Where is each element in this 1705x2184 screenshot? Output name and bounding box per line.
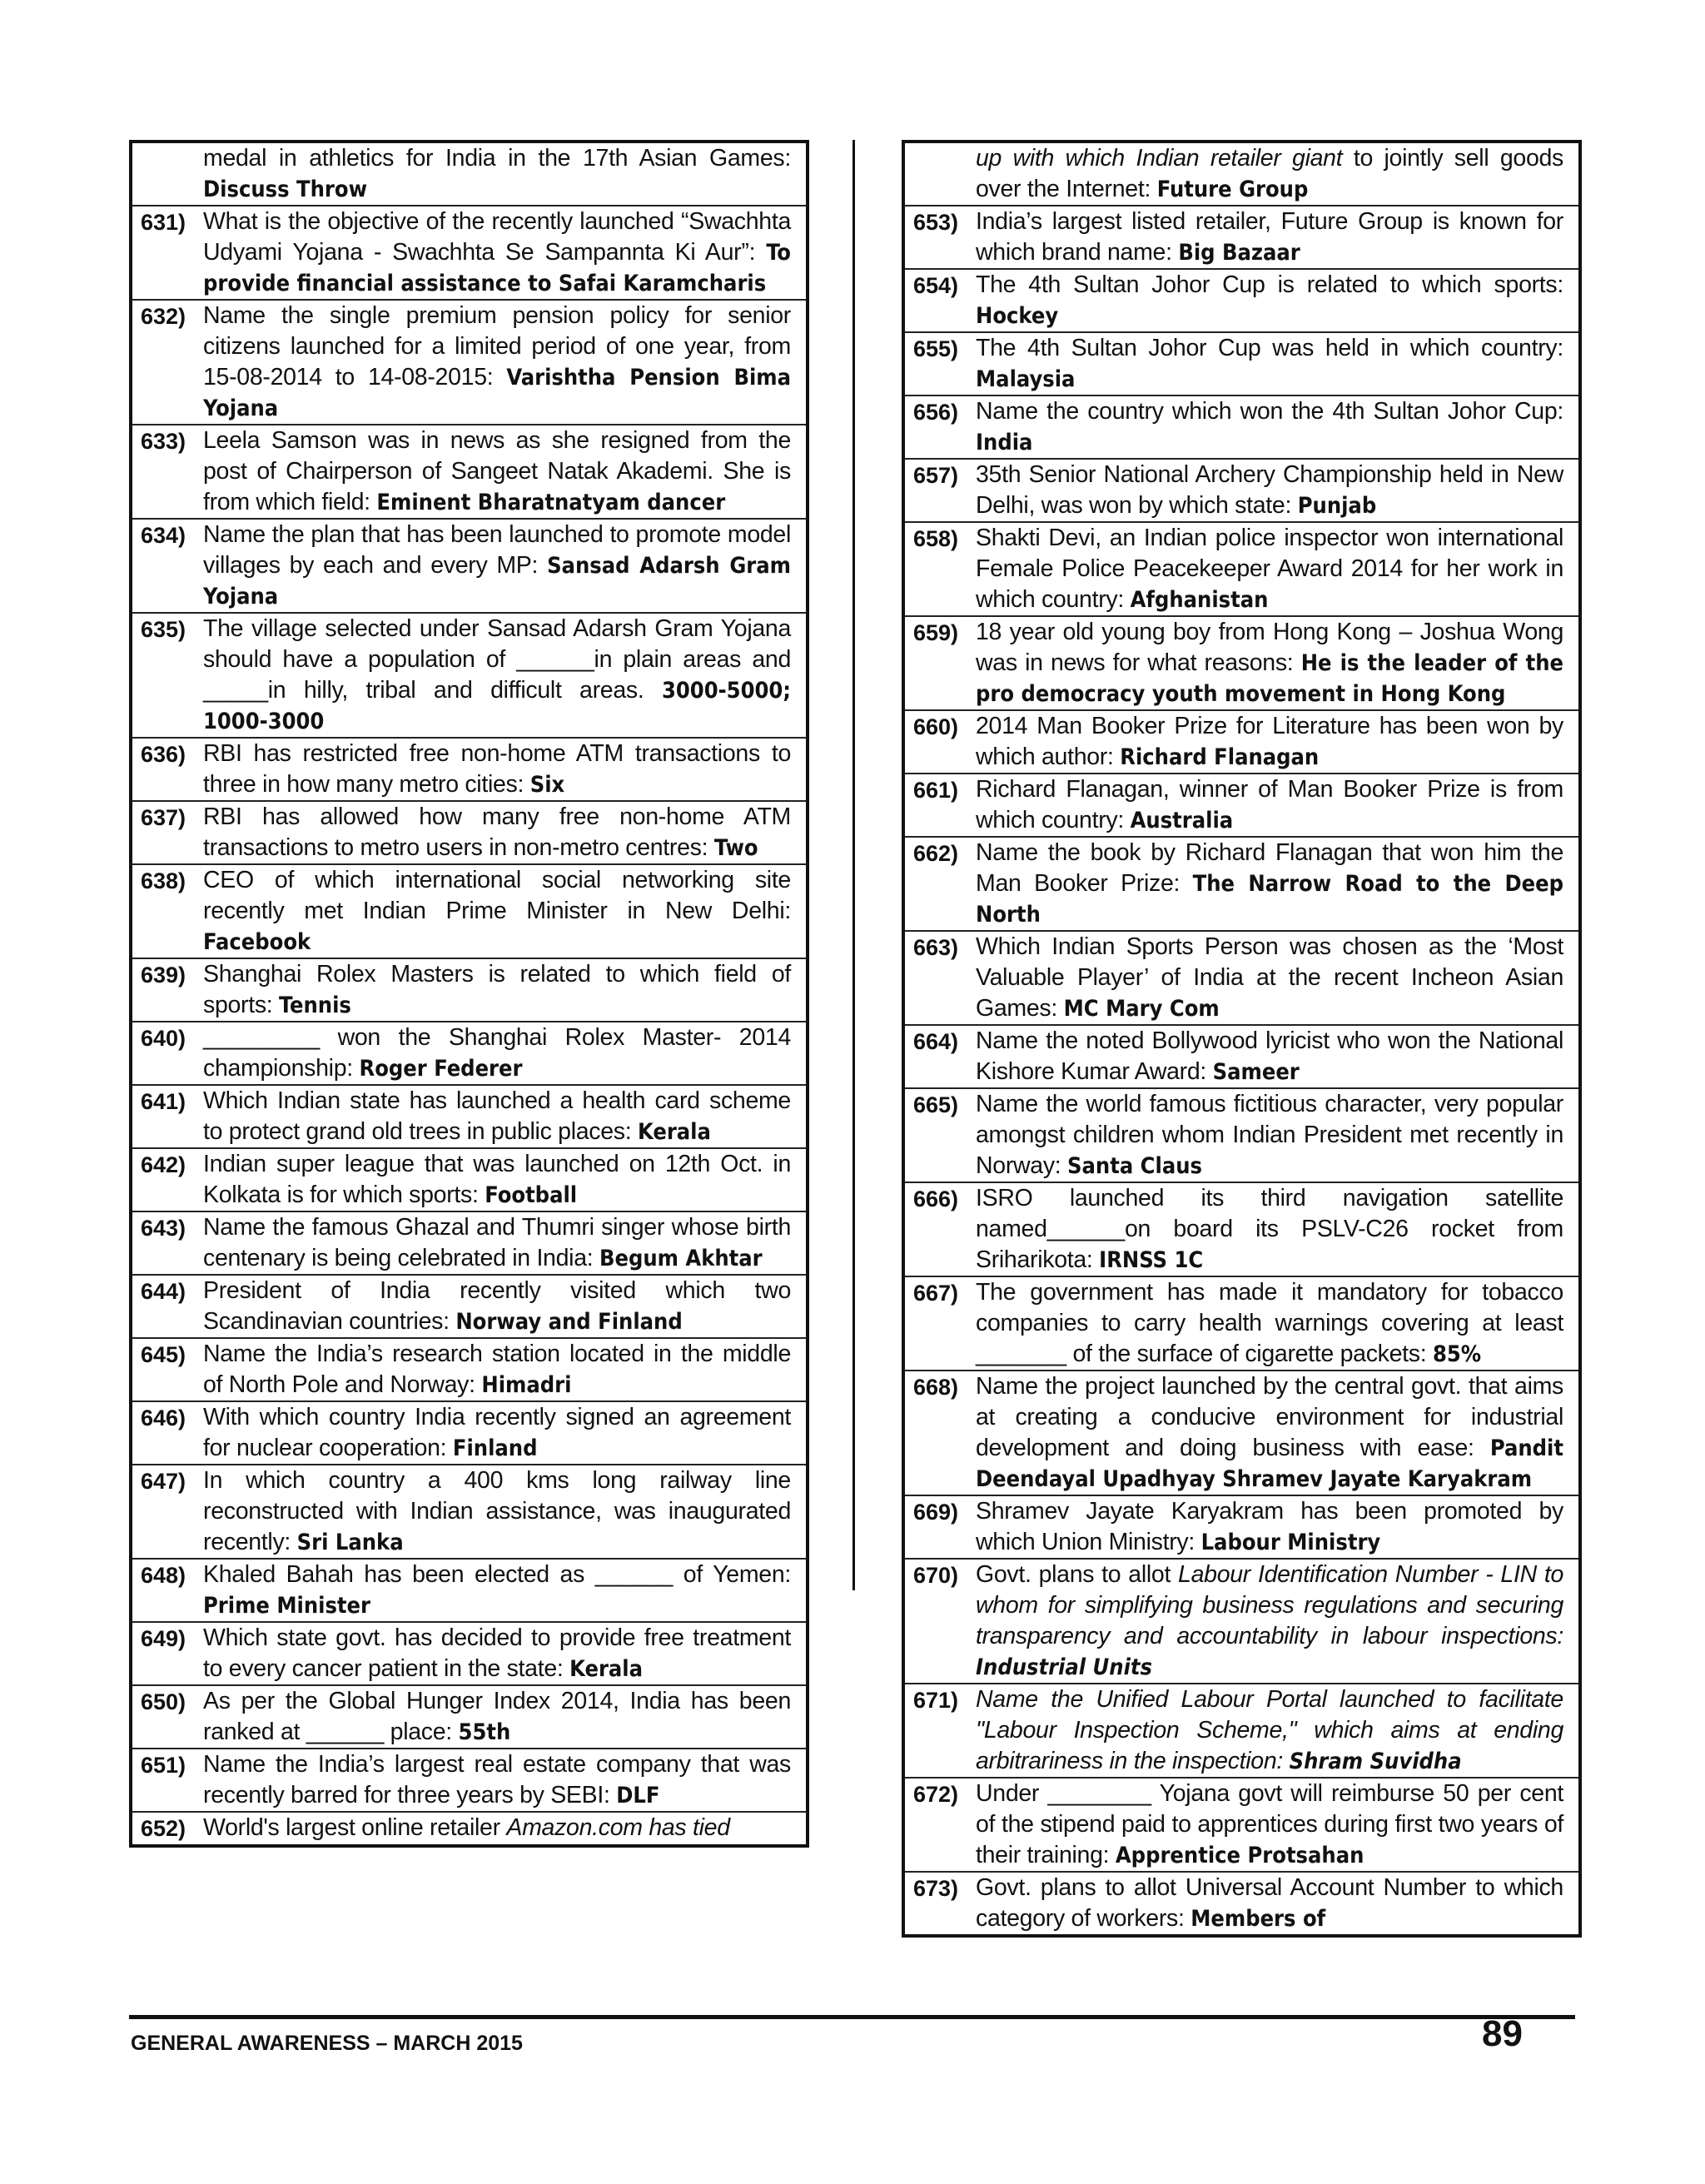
answer-text: Varishtha Pension Bima Yojana bbox=[203, 365, 791, 421]
question-text bbox=[976, 1684, 1563, 1777]
question-number: 671) bbox=[913, 1688, 959, 1713]
question-text bbox=[203, 614, 791, 737]
answer-text: IRNSS 1C bbox=[1099, 1247, 1204, 1273]
question-number: 656) bbox=[913, 400, 959, 425]
answer-text: 3000-5000; 1000-3000 bbox=[203, 678, 791, 734]
answer-text: Kerala bbox=[569, 1656, 644, 1682]
question-text bbox=[203, 425, 791, 518]
question-text bbox=[203, 1212, 791, 1274]
question-row bbox=[905, 460, 1578, 523]
question-text bbox=[203, 1022, 791, 1084]
question-row bbox=[132, 739, 806, 802]
question-prompt: Name the single premium pension policy for senior citizens launched for a limited period of one year, from 15-08-2014 to 14-08-2015: bbox=[203, 302, 791, 391]
question-number: 649) bbox=[141, 1626, 186, 1651]
question-text bbox=[976, 270, 1563, 331]
question-prompt: Leela Samson was in news as she resigned from the post of Chairperson of Sangeet Natak Akademi. She is from which field: bbox=[203, 427, 791, 515]
question-text bbox=[976, 1873, 1563, 1934]
question-text bbox=[203, 1686, 791, 1748]
question-number: 645) bbox=[141, 1342, 186, 1367]
answer-text: Malaysia bbox=[976, 366, 1076, 392]
answer-text: Big Bazaar bbox=[1178, 240, 1300, 266]
question-number: 634) bbox=[141, 523, 186, 548]
question-text bbox=[203, 739, 791, 800]
question-number: 664) bbox=[913, 1029, 959, 1054]
question-text bbox=[976, 333, 1563, 395]
question-prompt: The 4th Sultan Johor Cup was held in which country: bbox=[976, 335, 1563, 361]
answer-text: DLF bbox=[616, 1783, 660, 1808]
question-row bbox=[905, 206, 1578, 270]
question-number: 650) bbox=[141, 1689, 186, 1714]
question-number: 637) bbox=[141, 805, 186, 830]
answer-text: Pandit Deendayal Upadhyay Shramev Jayate Karyakram bbox=[976, 1435, 1563, 1492]
answer-text: Himadri bbox=[481, 1372, 572, 1398]
answer-text: Richard Flanagan bbox=[1120, 744, 1320, 770]
answer-text: Sri Lanka bbox=[296, 1530, 404, 1555]
question-text bbox=[976, 711, 1563, 773]
question-number: 640) bbox=[141, 1026, 186, 1051]
answer-text: 85% bbox=[1432, 1341, 1482, 1367]
answer-text: Six bbox=[529, 772, 565, 798]
question-number: 667) bbox=[913, 1281, 959, 1306]
question-row bbox=[132, 802, 806, 865]
question-number: 641) bbox=[141, 1089, 186, 1114]
answer-text: Afghanistan bbox=[1130, 587, 1269, 613]
question-prompt-italic: Name the Unified Labour Portal launched to facilitate "Labour Inspection Scheme," which aims at ending arbitrariness in the inspection: bbox=[976, 1686, 1563, 1774]
question-text bbox=[976, 460, 1563, 521]
column-divider bbox=[852, 140, 855, 1590]
question-prompt: Name the plan that has been launched to promote model villages by each and every MP: bbox=[203, 521, 791, 579]
question-prompt: _________ won the Shanghai Rolex Master- 2014 championship: bbox=[203, 1024, 791, 1082]
question-text bbox=[203, 1276, 791, 1337]
question-prompt: to jointly sell goods over the Internet: bbox=[976, 145, 1564, 202]
question-number: 673) bbox=[913, 1876, 959, 1901]
question-text bbox=[976, 1560, 1563, 1683]
question-row bbox=[905, 1026, 1578, 1089]
question-prompt: 2014 Man Booker Prize for Literature has been won by which author: bbox=[976, 713, 1563, 770]
question-number: 672) bbox=[913, 1782, 959, 1807]
question-row bbox=[905, 1779, 1578, 1873]
question-prompt: Which Indian Sports Person was chosen as the ‘Most Valuable Player’ of India at the recent Incheon Asian Games: bbox=[976, 933, 1563, 1022]
answer-text: Australia bbox=[1130, 808, 1234, 833]
question-text bbox=[203, 1339, 791, 1400]
question-number: 638) bbox=[141, 868, 186, 893]
right-question-column bbox=[902, 140, 1582, 1938]
question-number: 661) bbox=[913, 778, 959, 803]
question-prompt: President of India recently visited which two Scandinavian countries: bbox=[203, 1277, 791, 1335]
question-number: 633) bbox=[141, 429, 186, 454]
question-text bbox=[203, 1749, 791, 1811]
question-text bbox=[976, 932, 1563, 1024]
question-text bbox=[203, 1402, 791, 1464]
question-number: 639) bbox=[141, 963, 186, 988]
question-number: 663) bbox=[913, 935, 959, 960]
question-row bbox=[905, 617, 1578, 711]
question-prompt: 18 year old young boy from Hong Kong – Joshua Wong was in news for what reasons: bbox=[976, 619, 1563, 676]
question-row bbox=[132, 1402, 806, 1465]
question-prompt: Under ________ Yojana govt will reimburse 50 per cent of the stipend paid to apprentices during first two years of their training: bbox=[976, 1780, 1563, 1868]
answer-text: The Narrow Road to the Deep North bbox=[976, 871, 1563, 928]
answer-text: Labour Ministry bbox=[1200, 1530, 1381, 1555]
question-prompt: The government has made it mandatory for tobacco companies to carry health warnings covering at least _______ of the surface of cigarette packets: bbox=[976, 1279, 1563, 1367]
question-number: 670) bbox=[913, 1563, 959, 1588]
question-prompt: Shakti Devi, an Indian police inspector won international Female Police Peacekeeper Award 2014 for her work in which country: bbox=[976, 525, 1563, 613]
question-prompt: Khaled Bahah has been elected as ______ of Yemen: bbox=[203, 1561, 791, 1588]
question-row bbox=[132, 865, 806, 959]
question-row bbox=[905, 333, 1578, 396]
answer-text: Apprentice Protsahan bbox=[1115, 1843, 1364, 1868]
question-number: 654) bbox=[913, 273, 959, 298]
question-prompt: Name the country which won the 4th Sultan Johor Cup: bbox=[976, 398, 1563, 425]
question-number: 642) bbox=[141, 1152, 186, 1177]
answer-text: Facebook bbox=[203, 929, 311, 955]
question-row bbox=[132, 1749, 806, 1813]
question-text bbox=[203, 1813, 791, 1844]
question-row bbox=[905, 523, 1578, 617]
question-row bbox=[132, 1560, 806, 1623]
question-row bbox=[905, 774, 1578, 838]
question-number: 662) bbox=[913, 841, 959, 866]
question-text bbox=[976, 206, 1563, 268]
question-text bbox=[976, 1496, 1563, 1558]
answer-text: Kerala bbox=[637, 1119, 711, 1145]
question-text bbox=[203, 1623, 791, 1684]
question-row bbox=[905, 1684, 1578, 1779]
question-prompt: What is the objective of the recently launched “Swachhta Udyami Yojana - Swachhta Se Sampannta Ki Aur”: bbox=[203, 208, 791, 266]
question-prompt: Govt. plans to allot Universal Account Number to which category of workers: bbox=[976, 1874, 1563, 1932]
answer-text: To provide financial assistance to Safai Karamcharis bbox=[203, 240, 791, 296]
question-prompt: India’s largest listed retailer, Future Group is known for which brand name: bbox=[976, 208, 1563, 266]
question-row bbox=[132, 425, 806, 520]
question-number: 657) bbox=[913, 463, 959, 488]
question-number bbox=[913, 143, 976, 205]
question-row bbox=[132, 206, 806, 301]
question-row bbox=[132, 1276, 806, 1339]
question-number: 651) bbox=[141, 1753, 186, 1778]
question-prompt: As per the Global Hunger Index 2014, India has been ranked at ______ place: bbox=[203, 1688, 791, 1745]
question-prompt: 35th Senior National Archery Championship held in New Delhi, was won by which state: bbox=[976, 461, 1563, 519]
question-text bbox=[976, 523, 1563, 615]
question-prompt: Name the book by Richard Flanagan that won him the Man Booker Prize: bbox=[976, 839, 1563, 897]
question-text bbox=[976, 143, 1563, 205]
answer-text: Eminent Bharatnatyam dancer bbox=[376, 490, 726, 515]
answer-text: Members of bbox=[1191, 1906, 1326, 1932]
answer-text: Begum Akhtar bbox=[599, 1246, 763, 1271]
question-number: 646) bbox=[141, 1405, 186, 1430]
question-text bbox=[976, 838, 1563, 930]
question-text bbox=[203, 865, 791, 958]
question-row bbox=[905, 1277, 1578, 1371]
question-row bbox=[132, 1465, 806, 1560]
answer-text: Industrial Units bbox=[976, 1654, 1152, 1680]
question-row bbox=[905, 143, 1578, 206]
answer-text: Hockey bbox=[976, 303, 1059, 329]
answer-text: Two bbox=[713, 835, 758, 861]
question-text bbox=[976, 617, 1563, 709]
question-text bbox=[203, 802, 791, 863]
question-prompt: Name the India’s largest real estate company that was recently barred for three years by SEBI: bbox=[203, 1751, 791, 1808]
question-row bbox=[905, 1371, 1578, 1496]
question-text bbox=[976, 1026, 1563, 1087]
question-row bbox=[132, 614, 806, 739]
question-number: 658) bbox=[913, 526, 959, 551]
question-prompt: Name the noted Bollywood lyricist who won the National Kishore Kumar Award: bbox=[976, 1027, 1563, 1085]
question-prompt: ISRO launched its third navigation satellite named______on board its PSLV-C26 rocket from Sriharikota: bbox=[976, 1185, 1563, 1273]
page-number: 89 bbox=[1482, 2013, 1523, 2054]
question-text bbox=[203, 143, 791, 205]
question-text bbox=[203, 520, 791, 612]
question-number: 668) bbox=[913, 1375, 959, 1400]
answer-text: Santa Claus bbox=[1067, 1153, 1202, 1179]
question-row bbox=[905, 932, 1578, 1026]
question-row bbox=[132, 1212, 806, 1276]
footer-rule bbox=[129, 2015, 1575, 2019]
answer-text: Prime Minister bbox=[203, 1593, 370, 1619]
answer-text: Punjab bbox=[1297, 493, 1377, 519]
question-number: 643) bbox=[141, 1216, 186, 1241]
question-prompt: Name the project launched by the central govt. that aims at creating a conducive environment for industrial development and doing business with ease: bbox=[976, 1373, 1563, 1461]
question-prompt: With which country India recently signed an agreement for nuclear cooperation: bbox=[203, 1404, 791, 1461]
question-number: 665) bbox=[913, 1092, 959, 1117]
question-text bbox=[976, 1183, 1563, 1276]
question-row bbox=[132, 301, 806, 425]
answer-text: He is the leader of the pro democracy youth movement in Hong Kong bbox=[976, 650, 1563, 707]
question-prompt: Richard Flanagan, winner of Man Booker Prize is from which country: bbox=[976, 776, 1563, 833]
question-row bbox=[132, 1339, 806, 1402]
answer-text: Roger Federer bbox=[359, 1056, 523, 1082]
question-text bbox=[976, 1371, 1563, 1495]
question-prompt-italic: up with which Indian retailer giant bbox=[976, 145, 1343, 172]
answer-text: 55th bbox=[458, 1719, 511, 1745]
question-prompt: RBI has allowed how many free non-home ATM transactions to metro users in non-metro centres: bbox=[203, 803, 791, 861]
question-row bbox=[132, 1022, 806, 1086]
question-row bbox=[905, 1560, 1578, 1684]
question-prompt-italic: Amazon.com has tied bbox=[506, 1814, 730, 1841]
question-row bbox=[905, 270, 1578, 333]
question-row bbox=[132, 1623, 806, 1686]
question-prompt: CEO of which international social networking site recently met Indian Prime Minister in New Delhi: bbox=[203, 867, 791, 924]
question-text bbox=[203, 1465, 791, 1558]
question-row bbox=[905, 1089, 1578, 1183]
question-number: 652) bbox=[141, 1816, 186, 1841]
question-prompt: Govt. plans to allot bbox=[976, 1561, 1179, 1588]
question-row bbox=[905, 1873, 1578, 1934]
question-number: 635) bbox=[141, 617, 186, 642]
answer-text: Finland bbox=[452, 1435, 538, 1461]
question-row bbox=[132, 1686, 806, 1749]
question-number: 647) bbox=[141, 1469, 186, 1494]
question-row bbox=[905, 1183, 1578, 1277]
question-text bbox=[976, 774, 1563, 836]
answer-text: Norway and Finland bbox=[455, 1309, 683, 1335]
question-number: 660) bbox=[913, 714, 959, 739]
question-prompt: RBI has restricted free non-home ATM transactions to three in how many metro cities: bbox=[203, 740, 791, 798]
question-text bbox=[203, 206, 791, 299]
question-text bbox=[203, 1560, 791, 1621]
question-text bbox=[976, 1277, 1563, 1370]
question-prompt: The village selected under Sansad Adarsh Gram Yojana should have a population of ______in plain areas and _____in hilly, tribal and difficult areas. bbox=[203, 615, 791, 704]
question-number: 669) bbox=[913, 1500, 959, 1525]
answer-text: Future Group bbox=[1156, 177, 1309, 202]
question-number: 632) bbox=[141, 304, 186, 329]
answer-text: Tennis bbox=[279, 993, 351, 1018]
question-prompt: In which country a 400 kms long railway line reconstructed with Indian assistance, was inaugurated recently: bbox=[203, 1467, 791, 1555]
question-text bbox=[976, 1779, 1563, 1871]
question-text bbox=[203, 959, 791, 1021]
answer-text: Sameer bbox=[1212, 1059, 1300, 1085]
question-prompt: World's largest online retailer bbox=[203, 1814, 507, 1841]
question-row bbox=[132, 959, 806, 1022]
left-question-column bbox=[129, 140, 809, 1848]
answer-text: MC Mary Com bbox=[1063, 996, 1220, 1022]
question-prompt: medal in athletics for India in the 17th Asian Games: bbox=[203, 145, 791, 172]
question-text bbox=[203, 1149, 791, 1211]
question-prompt: Which state govt. has decided to provide free treatment to every cancer patient in the state: bbox=[203, 1624, 791, 1682]
question-number: 653) bbox=[913, 210, 959, 235]
question-number: 659) bbox=[913, 620, 959, 645]
question-prompt: Shanghai Rolex Masters is related to which field of sports: bbox=[203, 961, 791, 1018]
question-prompt: Name the world famous fictitious character, very popular amongst children whom Indian President met recently in Norway: bbox=[976, 1091, 1563, 1179]
question-number: 648) bbox=[141, 1563, 186, 1588]
question-text bbox=[976, 1089, 1563, 1182]
question-text bbox=[203, 1086, 791, 1147]
answer-text: Sansad Adarsh Gram Yojana bbox=[203, 553, 791, 609]
question-number: 631) bbox=[141, 210, 186, 235]
answer-text: Discuss Throw bbox=[203, 177, 368, 202]
answer-text: India bbox=[976, 430, 1033, 455]
question-row bbox=[905, 838, 1578, 932]
question-text bbox=[976, 396, 1563, 458]
question-number bbox=[141, 143, 203, 205]
question-row bbox=[132, 1086, 806, 1149]
question-number: 655) bbox=[913, 336, 959, 361]
question-row bbox=[132, 1813, 806, 1844]
question-row bbox=[132, 143, 806, 206]
question-number: 636) bbox=[141, 742, 186, 767]
question-row bbox=[132, 520, 806, 614]
footer-title: GENERAL AWARENESS – MARCH 2015 bbox=[131, 2032, 523, 2055]
question-row bbox=[905, 1496, 1578, 1560]
answer-text: Football bbox=[485, 1182, 578, 1208]
question-number: 666) bbox=[913, 1187, 959, 1211]
question-prompt: The 4th Sultan Johor Cup is related to which sports: bbox=[976, 271, 1563, 298]
question-prompt: Indian super league that was launched on 12th Oct. in Kolkata is for which sports: bbox=[203, 1151, 791, 1208]
question-prompt: Name the famous Ghazal and Thumri singer whose birth centenary is being celebrated in India: bbox=[203, 1214, 791, 1271]
question-row bbox=[132, 1149, 806, 1212]
question-prompt-italic: Labour Identification Number - LIN to whom for simplifying business regulations and securing transparency and accountability in labour inspections: bbox=[976, 1561, 1563, 1649]
answer-text: Shram Suvidha bbox=[1289, 1749, 1462, 1774]
question-number: 644) bbox=[141, 1279, 186, 1304]
question-prompt: Which Indian state has launched a health card scheme to protect grand old trees in public places: bbox=[203, 1087, 791, 1145]
question-text bbox=[203, 301, 791, 424]
question-prompt: Shramev Jayate Karyakram has been promoted by which Union Ministry: bbox=[976, 1498, 1563, 1555]
question-prompt: Name the India’s research station located in the middle of North Pole and Norway: bbox=[203, 1341, 791, 1398]
question-row bbox=[905, 396, 1578, 460]
question-row bbox=[905, 711, 1578, 774]
